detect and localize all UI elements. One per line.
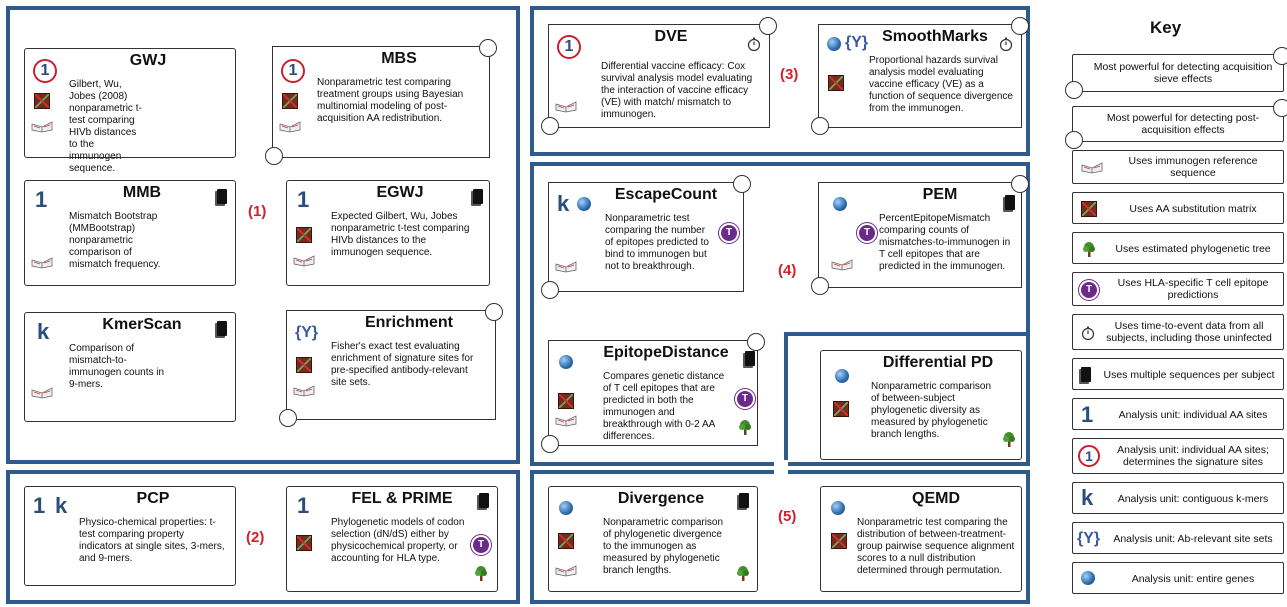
multiple-sequences-icon bbox=[217, 189, 227, 204]
unit-ab-sites-icon: {Y} bbox=[1077, 530, 1101, 547]
unit-aa-sites-icon: 1 bbox=[297, 493, 310, 518]
unit-aa-signature-icon: 1 bbox=[557, 35, 581, 59]
phylogenetic-tree-icon bbox=[473, 565, 489, 581]
card-title: EpitopeDistance bbox=[603, 344, 729, 361]
unit-aa-sites-icon: 1 bbox=[297, 187, 310, 212]
card-description: Nonparametric test comparing the number of epitopes predicted to bind to immunogen but not to breakthrough. bbox=[605, 213, 709, 272]
card-description: Nonparametric comparison of between-subject phylogenetic diversity as measured by phylogenetic branch lengths. bbox=[871, 381, 992, 440]
aa-substitution-matrix-icon bbox=[1081, 201, 1097, 217]
card-title: MBS bbox=[381, 50, 417, 67]
immunogen-reference-icon bbox=[555, 101, 577, 113]
card-title: SmoothMarks bbox=[882, 28, 988, 45]
phylogenetic-tree-icon bbox=[1081, 241, 1097, 257]
card-description: Expected Gilbert, Wu, Jobes nonparametric t-test comparing HIVb distances to the immunogen sequence. bbox=[331, 211, 470, 258]
unit-entire-genes-icon bbox=[833, 197, 847, 211]
multiple-sequences-icon bbox=[1081, 367, 1091, 382]
group-5-top-edge bbox=[784, 332, 1030, 336]
group-label-2: (2) bbox=[246, 529, 265, 546]
card-description: Nonparametric test comparing the distribution of between-treatment-group pairwise sequence alignment scores to a null distribution determined through permutation. bbox=[857, 517, 1015, 576]
multiple-sequences-icon bbox=[739, 493, 749, 508]
aa-substitution-matrix-icon bbox=[34, 93, 50, 109]
key-item-unit-aa-signature: 1 Analysis unit: individual AA sites; determines the signature sites bbox=[1072, 438, 1284, 474]
aa-substitution-matrix-icon bbox=[831, 533, 847, 549]
tcell-epitope-icon: T bbox=[737, 391, 753, 407]
immunogen-reference-icon bbox=[555, 565, 577, 577]
card-dve bbox=[548, 24, 770, 128]
card-description: Fisher's exact test evaluating enrichment of signature sites for pre-specified antibody-relevant site sets. bbox=[331, 341, 474, 388]
key-item-unit-ab-sites: {Y} Analysis unit: Ab-relevant site sets bbox=[1072, 522, 1284, 554]
key-item-unit-entire-genes: Analysis unit: entire genes bbox=[1072, 562, 1284, 594]
card-title: EscapeCount bbox=[614, 186, 718, 203]
immunogen-reference-icon bbox=[555, 261, 577, 273]
phylogenetic-tree-icon bbox=[1001, 431, 1017, 447]
unit-ab-sites-icon: {Y} bbox=[845, 34, 869, 51]
key-item-phylogenetic-tree: Uses estimated phylogenetic tree bbox=[1072, 232, 1284, 264]
unit-aa-signature-icon: 1 bbox=[281, 59, 305, 83]
card-title: GWJ bbox=[129, 52, 167, 69]
group-label-3: (3) bbox=[780, 66, 799, 83]
tcell-epitope-icon: T bbox=[859, 225, 875, 241]
unit-entire-genes-icon bbox=[1081, 571, 1095, 585]
unit-aa-signature-icon: 1 bbox=[33, 59, 57, 83]
immunogen-reference-icon bbox=[293, 385, 315, 397]
unit-kmers-icon: k bbox=[55, 493, 68, 518]
card-description: Physico-chemical properties: t-test comparing property indicators at single sites, 3-mers, and 9-mers. bbox=[79, 517, 225, 564]
multiple-sequences-icon bbox=[473, 189, 483, 204]
unit-aa-sites-icon: 1 bbox=[33, 493, 46, 518]
key-item-unit-kmers: k Analysis unit: contiguous k-mers bbox=[1072, 482, 1284, 514]
key-item-aa-substitution-matrix: Uses AA substitution matrix bbox=[1072, 192, 1284, 224]
unit-kmers-icon: k bbox=[37, 319, 50, 344]
unit-kmers-icon: k bbox=[557, 191, 570, 216]
card-description: Mismatch Bootstrap (MMBootstrap) nonparametric comparison of mismatch frequency. bbox=[69, 211, 161, 270]
card-description: Nonparametric comparison of phylogenetic divergence to the immunogen as measured by phylogenetic branch lengths. bbox=[603, 517, 724, 576]
phylogenetic-tree-icon bbox=[737, 419, 753, 435]
aa-substitution-matrix-icon bbox=[833, 401, 849, 417]
group-label-1: (1) bbox=[248, 203, 267, 220]
unit-entire-genes-icon bbox=[559, 355, 573, 369]
unit-kmers-icon: k bbox=[1081, 485, 1094, 510]
card-differential-pd bbox=[820, 350, 1022, 460]
aa-substitution-matrix-icon bbox=[558, 393, 574, 409]
card-egwj bbox=[286, 180, 490, 286]
card-enrichment bbox=[286, 310, 496, 420]
tcell-epitope-icon: T bbox=[473, 537, 489, 553]
aa-substitution-matrix-icon bbox=[828, 75, 844, 91]
aa-substitution-matrix-icon bbox=[558, 533, 574, 549]
card-description: Proportional hazards survival analysis model evaluating vaccine efficacy (VE) as a function of sequence divergence from the immunogen. bbox=[869, 55, 1013, 114]
unit-entire-genes-icon bbox=[577, 197, 591, 211]
key-item-post-acquisition: Most powerful for detecting post-acquisition effects bbox=[1072, 106, 1284, 142]
card-description: Nonparametric test comparing treatment groups using Bayesian multinomial modeling of post-acquisition AA redistribution. bbox=[317, 77, 464, 124]
aa-substitution-matrix-icon bbox=[296, 535, 312, 551]
key-item-time-to-event: Uses time-to-event data from all subjects, including those uninfected bbox=[1072, 314, 1284, 350]
unit-entire-genes-icon bbox=[559, 501, 573, 515]
multiple-sequences-icon bbox=[479, 493, 489, 508]
card-description: PercentEpitopeMismatch comparing counts of mismatches-to-immunogen in T cell epitopes that are predicted in the immunogen. bbox=[879, 213, 1011, 272]
group-label-4: (4) bbox=[778, 262, 797, 279]
card-description: Compares genetic distance of T cell epitopes that are predicted in both the immunogen and breakthrough with 0-2 AA differences. bbox=[603, 371, 725, 442]
immunogen-reference-icon bbox=[555, 415, 577, 427]
card-fel-prime bbox=[286, 486, 498, 592]
time-to-event-icon bbox=[999, 37, 1013, 51]
time-to-event-icon bbox=[747, 37, 761, 51]
card-mmb bbox=[24, 180, 236, 286]
immunogen-reference-icon bbox=[831, 259, 853, 271]
unit-entire-genes-icon bbox=[827, 37, 841, 51]
card-epitopedistance bbox=[548, 340, 758, 446]
card-title: QEMD bbox=[912, 490, 960, 507]
card-title: Differential PD bbox=[882, 354, 994, 371]
card-description: Phylogenetic models of codon selection (dN/dS) either by physicochemical property, or accounting for HLA type. bbox=[331, 517, 465, 564]
card-title: Divergence bbox=[617, 490, 705, 507]
key-item-immunogen-reference: Uses immunogen reference sequence bbox=[1072, 150, 1284, 184]
immunogen-reference-icon bbox=[31, 121, 53, 133]
card-title: KmerScan bbox=[102, 316, 182, 333]
multiple-sequences-icon bbox=[217, 321, 227, 336]
group-5-notch-edge bbox=[784, 332, 788, 474]
immunogen-reference-icon bbox=[279, 121, 301, 133]
key-item-acquisition-sieve: Most powerful for detecting acquisition sieve effects bbox=[1072, 54, 1284, 92]
card-smoothmarks bbox=[818, 24, 1022, 128]
multiple-sequences-icon bbox=[745, 351, 755, 366]
key-item-unit-aa-sites: 1 Analysis unit: individual AA sites bbox=[1072, 398, 1284, 430]
card-gwj bbox=[24, 48, 236, 174]
card-qemd bbox=[820, 486, 1022, 592]
key-item-tcell-epitope: T Uses HLA-specific T cell epitope predictions bbox=[1072, 272, 1284, 306]
card-description: Differential vaccine efficacy: Cox survival analysis model evaluating the interaction of vaccine efficacy (VE) with match/ mismatch to immunogen. bbox=[601, 61, 753, 120]
unit-entire-genes-icon bbox=[831, 501, 845, 515]
unit-ab-sites-icon: {Y} bbox=[295, 324, 319, 341]
aa-substitution-matrix-icon bbox=[296, 357, 312, 373]
key-title: Key bbox=[1150, 18, 1182, 37]
unit-entire-genes-icon bbox=[835, 369, 849, 383]
unit-aa-signature-icon: 1 bbox=[1078, 445, 1100, 467]
time-to-event-icon bbox=[1081, 326, 1095, 340]
card-title: MMB bbox=[122, 184, 162, 201]
aa-substitution-matrix-icon bbox=[282, 93, 298, 109]
unit-aa-sites-icon: 1 bbox=[1081, 402, 1094, 427]
card-title: FEL & PRIME bbox=[351, 490, 453, 507]
key-item-multiple-sequences: Uses multiple sequences per subject bbox=[1072, 358, 1284, 390]
tcell-epitope-icon: T bbox=[1081, 282, 1097, 298]
card-title: PEM bbox=[922, 186, 958, 203]
immunogen-reference-icon bbox=[31, 387, 53, 399]
unit-aa-sites-icon: 1 bbox=[35, 187, 48, 212]
card-description: Comparison of mismatch-to-immunogen counts in 9-mers. bbox=[69, 343, 165, 390]
card-title: DVE bbox=[654, 28, 688, 45]
card-title: PCP bbox=[136, 490, 170, 507]
card-kmerscan bbox=[24, 312, 236, 422]
card-pcp bbox=[24, 486, 236, 586]
card-title: Enrichment bbox=[364, 314, 453, 331]
tcell-epitope-icon: T bbox=[721, 225, 737, 241]
aa-substitution-matrix-icon bbox=[296, 227, 312, 243]
phylogenetic-tree-icon bbox=[735, 565, 751, 581]
immunogen-reference-icon bbox=[293, 255, 315, 267]
immunogen-reference-icon bbox=[1081, 162, 1103, 174]
card-divergence bbox=[548, 486, 758, 592]
card-title: EGWJ bbox=[376, 184, 424, 201]
immunogen-reference-icon bbox=[31, 257, 53, 269]
multiple-sequences-icon bbox=[1005, 195, 1015, 210]
card-escapecount bbox=[548, 182, 744, 292]
card-mbs bbox=[272, 46, 490, 158]
group-label-5: (5) bbox=[778, 508, 797, 525]
card-pem bbox=[818, 182, 1022, 288]
card-description: Gilbert, Wu, Jobes (2008) nonparametric t-test comparing HIVb distances to the immunogen sequence. bbox=[69, 79, 142, 174]
